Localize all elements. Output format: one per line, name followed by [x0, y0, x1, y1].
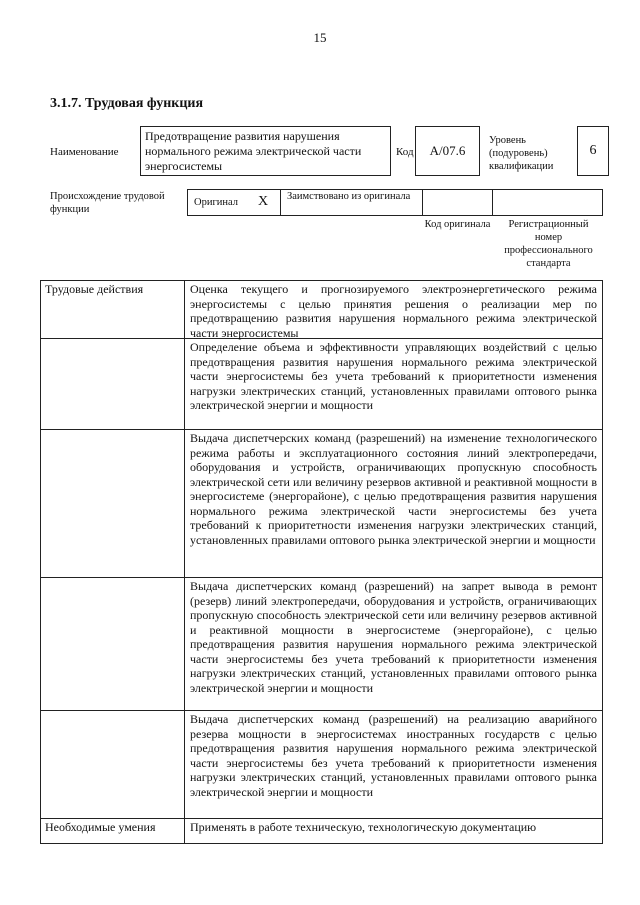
code-box — [415, 126, 480, 176]
function-name-box — [140, 126, 391, 176]
action-item: Выдача диспетчерских команд (разрешений) на реализацию аварийного резерва мощности в энергосистемах иностранных государств с целью предотвращения развития нарушения нормального режима электрической части энергосистемы без учета требований к приоритетности изменения нагрузки электрических станций, установленных правилами оптового рынка электрической энергии и мощности — [190, 712, 597, 799]
code-label: Код — [396, 146, 414, 158]
table-row — [40, 339, 603, 430]
origin-code-cell — [422, 189, 493, 216]
function-name-value: Предотвращение развития нарушения нормального режима электрической части энергосистемы — [145, 129, 362, 173]
code-value: А/07.6 — [429, 143, 466, 158]
borrowed-label: Заимствовано из оригинала — [287, 191, 411, 202]
page-number: 15 — [313, 30, 327, 45]
action-item: Выдача диспетчерских команд (разрешений) на изменение технологического режима работы и эксплуатационного состояния линий электропередачи, оборудования и устройств, ограничивающих пропускную способность электрической сети или величину резервов активной и реактивной мощности в энергосистеме (энергорайоне), с целью предотвращения развития нарушения нормального режима электрической части энергосистемы без учета требований к приоритетности изменения нагрузки электрических станций, установленных правилами оптового рынка электрической энергии и мощности — [190, 431, 597, 547]
table-row — [40, 578, 603, 711]
action-item: Определение объема и эффективности управляющих воздействий с целью предотвращения развития нарушения нормального режима электрической части энергосистемы без учета требований к приоритетности изменения нагрузки электрических станций, установленных правилами оптового рынка электрической энергии и мощности — [190, 340, 597, 412]
code-caption: Код оригинала — [424, 219, 491, 230]
origin-borrowed-cell — [280, 189, 423, 216]
table-row — [40, 711, 603, 819]
action-item: Оценка текущего и прогнозируемого электроэнергетического режима энергосистемы с целью принятия решения о реализации мер по предотвращению развития нарушения нормального режима электрической части энергосистемы — [190, 282, 597, 340]
level-label: Уровень (подуровень) квалификации — [489, 135, 554, 172]
origin-label: Происхождение трудовой функции — [50, 191, 165, 215]
table-row — [40, 280, 603, 339]
section-title: 3.1.7. Трудовая функция — [50, 96, 204, 111]
actions-label: Трудовые действия — [41, 281, 185, 338]
table-row — [40, 430, 603, 578]
level-value: 6 — [589, 143, 597, 158]
original-label: Оригинал — [194, 197, 238, 208]
skills-label: Необходимые умения — [41, 819, 185, 843]
level-box — [577, 126, 609, 176]
table-row — [40, 819, 603, 844]
original-mark: X — [258, 194, 269, 209]
skill-item: Применять в работе техническую, технологическую документацию — [190, 820, 537, 834]
origin-original-cell — [187, 189, 281, 216]
origin-reg-cell — [492, 189, 603, 216]
action-item: Выдача диспетчерских команд (разрешений) на запрет вывода в ремонт (резерв) линий электропередачи, оборудования и устройств, ограничивающих пропускную способность электрической сети или величину резервов активной и реактивной мощности в энергосистеме (энергорайоне), с целью предотвращения развития нарушения нормального режима электрической части энергосистемы без учета требований к приоритетности изменения нагрузки электрических станций, установленных правилами оптового рынка электрической энергии и мощности — [190, 579, 597, 695]
reg-caption: Регистрационный номер профессионального стандарта — [504, 219, 593, 269]
name-label: Наименование — [50, 146, 119, 158]
